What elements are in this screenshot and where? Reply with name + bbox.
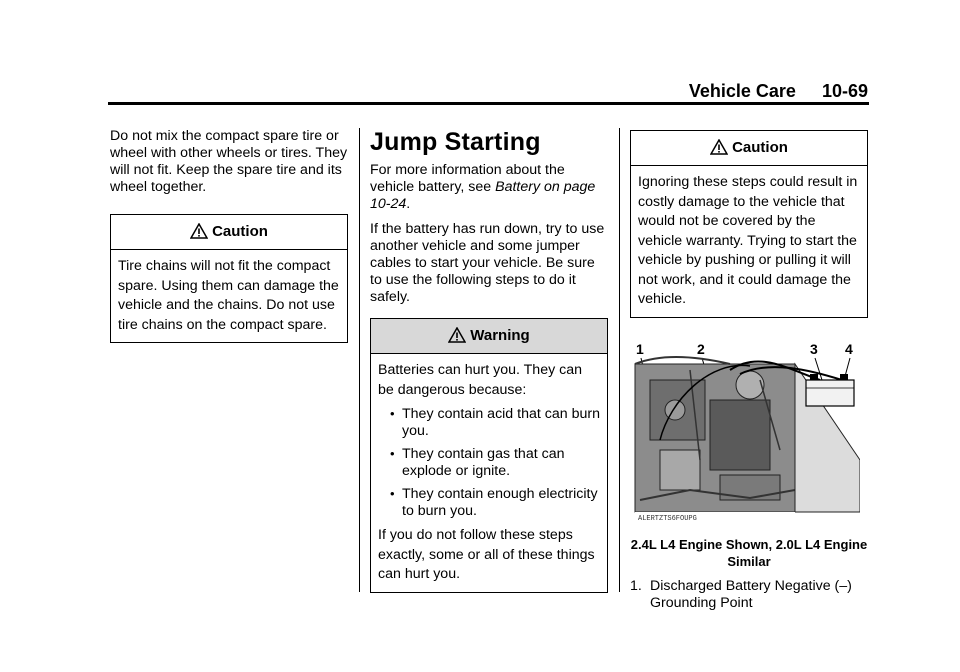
figure-caption: 2.4L L4 Engine Shown, 2.0L L4 Engine Similar bbox=[630, 536, 868, 569]
caution-body bbox=[111, 250, 347, 342]
engine-illustration bbox=[630, 340, 860, 530]
legend-item bbox=[630, 578, 868, 612]
caution-title: Caution bbox=[212, 223, 268, 240]
warning-icon bbox=[448, 327, 466, 343]
jump-start-intro: If the battery has run down, try to use another vehicle and some jumper cables to start your vehicle. Be sure to use the following steps to do it safely. bbox=[370, 221, 605, 305]
bullet-icon: • bbox=[390, 446, 395, 461]
list-item bbox=[378, 406, 600, 440]
battery-reference-text bbox=[370, 162, 608, 213]
caution-text: Ignoring these steps could result in costly damage to the vehicle that would not be covered by the vehicle warranty. Trying to start the vehicle by pushing or pulling it will not work, and it could damage the vehicle. bbox=[638, 174, 858, 307]
section-title: Vehicle Care bbox=[688, 81, 796, 101]
callout-number: 2 bbox=[697, 340, 705, 357]
legend-number: 1. bbox=[630, 577, 642, 594]
figure-code: ALERTZTS6FOUPG bbox=[638, 514, 697, 523]
caution-box bbox=[110, 214, 348, 343]
bullet-icon: • bbox=[390, 486, 395, 501]
reference-suffix: . bbox=[406, 196, 411, 212]
list-item bbox=[378, 446, 600, 480]
section-heading: Jump Starting bbox=[370, 128, 541, 156]
caution-icon bbox=[710, 139, 728, 155]
warning-intro: Batteries can hurt you. They can be dangerous because: bbox=[378, 362, 582, 398]
warning-list bbox=[378, 406, 600, 520]
battery-page-link[interactable]: Battery on page 10-24 bbox=[370, 179, 596, 212]
caution-heading bbox=[111, 215, 347, 250]
column-divider bbox=[359, 128, 360, 592]
column-divider bbox=[619, 128, 620, 592]
legend-text: Discharged Battery Negative (–) Grounding Point bbox=[650, 577, 852, 611]
warning-title: Warning bbox=[470, 327, 530, 344]
column-3 bbox=[630, 128, 868, 612]
caution-box bbox=[630, 130, 868, 318]
callout-number: 4 bbox=[845, 340, 853, 357]
reference-prefix: For more information about the vehicle battery, see bbox=[370, 162, 565, 195]
caution-body bbox=[631, 166, 867, 317]
warning-box bbox=[370, 318, 608, 593]
caution-title: Caution bbox=[732, 139, 788, 156]
spare-tire-text: Do not mix the compact spare tire or wheel with other wheels or tires. They will not fit. Keep the spare tire and its wheel together. bbox=[110, 128, 348, 195]
warning-heading bbox=[371, 319, 607, 354]
header-rule bbox=[108, 102, 869, 105]
callout-number: 3 bbox=[810, 340, 818, 357]
caution-text: Tire chains will not fit the compact spare. Using them can damage the vehicle and the chains. Do not use tire chains on the compact spare. bbox=[118, 258, 339, 333]
list-item-text: They contain enough electricity to burn you. bbox=[402, 486, 598, 519]
engine-drawing bbox=[630, 340, 860, 530]
list-item-text: They contain acid that can burn you. bbox=[402, 406, 600, 439]
bullet-icon: • bbox=[390, 406, 395, 421]
caution-heading bbox=[631, 131, 867, 166]
caution-icon bbox=[190, 223, 208, 239]
list-item-text: They contain gas that can explode or ignite. bbox=[402, 446, 565, 479]
list-item bbox=[378, 486, 600, 520]
warning-outro: If you do not follow these steps exactly, some or all of these things can hurt you. bbox=[378, 527, 595, 582]
warning-body bbox=[371, 354, 607, 592]
callout-number: 1 bbox=[636, 340, 644, 357]
column-2 bbox=[370, 128, 608, 593]
page-number: 10-69 bbox=[821, 81, 868, 101]
column-1 bbox=[110, 128, 348, 343]
